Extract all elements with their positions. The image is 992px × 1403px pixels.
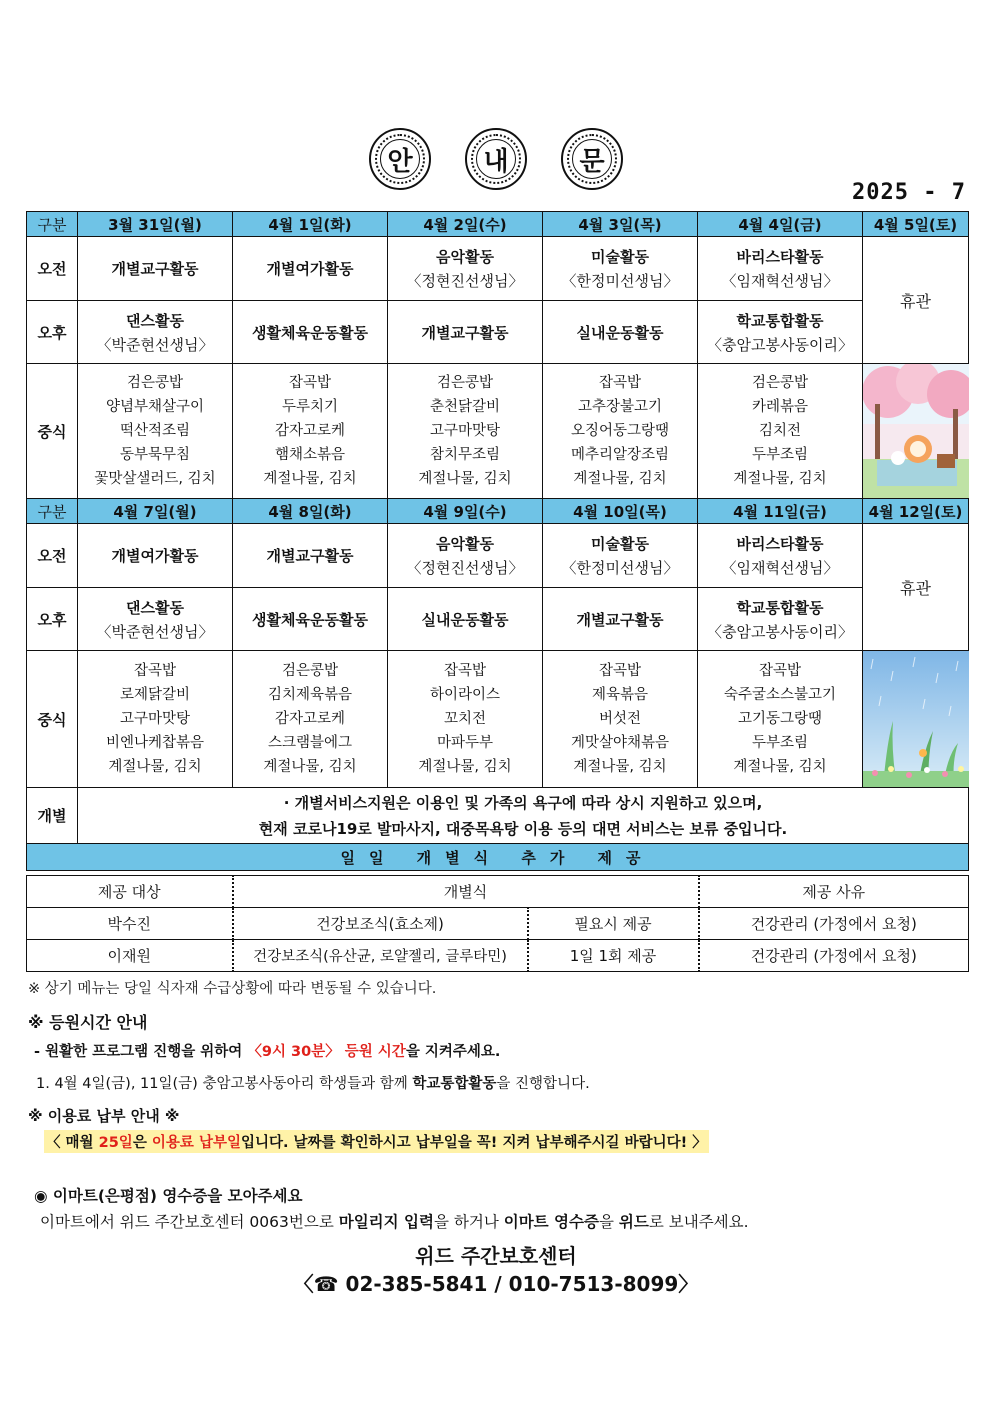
menu-item: 〈정현진선생님〉 [406,272,524,290]
menu-item: 참치무조림 [429,447,501,463]
menu-item: 〈 매월 [46,1135,99,1151]
menu-item: 계절나물, 김치 [573,471,667,487]
menu-item: 위드 [618,1213,649,1231]
spring-picnic-illustration [863,364,969,499]
extra-row [27,940,969,972]
individual-service-note [78,788,969,844]
menu-item: 춘천닭갈비 [429,399,501,415]
activity-cell [233,588,388,651]
menu-item: 학교통합활동 [736,598,824,617]
menu-item: 계절나물, 김치 [263,759,357,775]
lunch-cell [388,364,543,499]
header-cell: 4월 9일(수) [388,499,543,524]
menu-item: 댄스활동 [126,598,184,617]
row-label: 오전 [27,237,78,301]
menu-item: 음악활동 [436,248,494,266]
menu-item: 제육볶음 [591,687,649,703]
activity-cell [233,301,388,364]
row-label: 오전 [27,524,78,588]
menu-item: 고구마맛탕 [429,423,501,439]
extra-header-cell: 개별식 [233,876,699,908]
menu-item: 개별교구활동 [576,610,664,629]
menu-item: 이마트에서 위드 주간보호센터 0063번으로 [40,1213,339,1231]
menu-item: 개별여가활동 [266,260,354,278]
menu-item: 〈한정미선생님〉 [561,272,679,290]
extra-meal-title: 일일 개별식 추가 제공 [27,844,969,871]
menu-item: · 개별서비스지원은 이용인 및 가족의 욕구에 따라 상시 지원하고 있으며, [283,793,763,812]
menu-item: 마파두부 [436,735,494,751]
lunch-cell [233,364,388,499]
extra-frequency: 필요시 제공 [528,908,699,940]
lunch-cell [698,364,863,499]
week1-lunch-row [27,364,969,499]
menu-item: 고추장불고기 [577,399,663,415]
menu-item: 잡곡밥 [288,375,332,391]
rain-flowers-image [863,651,969,787]
menu-item: 동부묵무침 [119,447,191,463]
header-cell: 4월 1일(화) [233,212,388,237]
menu-item: 바리스타활동 [736,535,824,553]
extra-food: 건강보조식(유산균, 로얄젤리, 글루타민) [233,940,528,972]
activity-cell [543,237,698,301]
menu-item: 개별교구활동 [266,547,354,565]
activity-cell [698,588,863,651]
week1-pm-row [27,301,969,364]
activity-cell [233,524,388,588]
header-cell: 4월 11일(금) [698,499,863,524]
header-cell: 4월 10일(목) [543,499,698,524]
row-label: 중식 [27,651,78,788]
rain-garden-illustration [863,651,969,788]
menu-item: 로 보내주세요. [648,1213,749,1231]
menu-item: 게맛살야채볶음 [570,735,670,751]
extra-header-row [27,876,969,908]
menu-item: 고구마맛탕 [119,711,191,727]
menu-item: 미술활동 [591,248,649,266]
activity-cell [78,237,233,301]
title-seals [0,128,992,190]
menu-item: 1. 4월 4일(금), 11일(금) 충암고봉사동아리 학생들과 함께 [36,1076,413,1092]
menu-item: 검은콩밥 [126,375,184,391]
extra-header-cell: 제공 대상 [27,876,233,908]
lunch-cell [388,651,543,788]
menu-item: 개별교구활동 [421,323,509,342]
menu-item: 고기동그랑땡 [737,711,823,727]
menu-item: 계절나물, 김치 [418,471,512,487]
menu-item: 꼬치전 [443,711,487,727]
activity-cell [233,237,388,301]
activity-cell [698,301,863,364]
menu-item: 〈한정미선생님〉 [561,559,679,577]
arrival-title: ※ 등원시간 안내 [28,1013,148,1032]
menu-item: 〈박준현선생님〉 [96,622,214,641]
menu-item: 〈충암고봉사동이리〉 [707,335,853,354]
menu-item: 두루치기 [281,399,339,415]
week1-am-row [27,237,969,301]
row-label: 개별 [27,788,78,844]
activity-cell [388,237,543,301]
menu-item: - 원활한 프로그램 진행을 위하여 [34,1044,248,1060]
menu-item: 로제닭갈비 [119,687,191,703]
menu-item: 잡곡밥 [443,663,487,679]
title-seal-3 [561,128,623,190]
menu-item: 양념부채살구이 [105,399,205,415]
fee-title: ※ 이용료 납부 안내 ※ [28,1107,180,1125]
week2-lunch-row [27,651,969,788]
extra-name: 박수진 [27,908,233,940]
week2-header-row [27,499,969,524]
emart-note [40,1210,749,1232]
menu-item: 실내운동활동 [421,610,509,629]
week1-header-row [27,212,969,237]
menu-item: 댄스활동 [126,311,184,330]
menu-item: 현재 코로나19로 발마사지, 대중목욕탕 이용 등의 대면 서비스는 보류 중입니다. [258,819,788,838]
activity-cell [78,524,233,588]
menu-item: 감자고로케 [274,423,346,439]
center-phone: 〈☎ 02-385-5841 / 010-7513-8099〉 [293,1272,699,1296]
lunch-cell [698,651,863,788]
week2-pm-row [27,588,969,651]
menu-item: 은 [132,1135,152,1151]
menu-item: 두부조림 [751,447,809,463]
extra-title-row [27,844,969,871]
individual-row [27,788,969,844]
menu-item: 햄채소볶음 [274,447,346,463]
row-label: 오후 [27,301,78,364]
menu-item: 실내운동활동 [576,323,664,342]
fee-note [44,1130,709,1153]
menu-item: 스크램블에그 [267,735,353,751]
title-seal-2 [465,128,527,190]
menu-item: 25일 [98,1135,133,1151]
activity-cell [388,524,543,588]
lunch-cell [78,364,233,499]
activity-cell [698,237,863,301]
menu-item: 〈박준현선생님〉 [96,335,214,354]
menu-item: 계절나물, 김치 [263,471,357,487]
row-label: 중식 [27,364,78,499]
extra-meal-table [26,875,969,972]
header-cell: 4월 8일(화) [233,499,388,524]
header-cell: 4월 3일(목) [543,212,698,237]
menu-item: 이용료 납부일 [151,1135,241,1151]
header-cell: 4월 2일(수) [388,212,543,237]
menu-item: 을 [598,1213,619,1231]
menu-item: 개별여가활동 [111,547,199,565]
menu-item: 카레볶음 [751,399,809,415]
menu-item: 입니다. 날짜를 확인하시고 납부일을 꼭! 지켜 납부해주시길 바랍니다! 〉 [240,1135,707,1151]
closed-cell: 휴관 [863,524,969,651]
menu-item: 계절나물, 김치 [108,759,202,775]
menu-item: 숙주굴소스불고기 [723,687,837,703]
menu-item: 메추리알장조림 [570,447,670,463]
menu-item: 학교통합활동 [412,1076,497,1092]
menu-item: 잡곡밥 [598,663,642,679]
menu-item: 떡산적조림 [119,423,191,439]
menu-item: 학교통합활동 [736,311,824,330]
extra-reason: 건강관리 (가정에서 요청) [699,940,969,972]
menu-item: 계절나물, 김치 [733,759,827,775]
header-cell: 구분 [27,212,78,237]
closed-cell: 휴관 [863,237,969,364]
lunch-cell [78,651,233,788]
lunch-cell [543,364,698,499]
menu-item: 문 [579,146,605,177]
year-month: 2025 - 7 [852,180,966,205]
menu-item: 검은콩밥 [436,375,494,391]
menu-item: 〈정현진선생님〉 [406,559,524,577]
menu-item: 마일리지 입력 [338,1213,434,1231]
row-label: 오후 [27,588,78,651]
title-seal-1 [369,128,431,190]
arrival-note [34,1040,500,1061]
header-cell: 4월 12일(토) [863,499,969,524]
menu-item: 잡곡밥 [133,663,177,679]
week2-am-row [27,524,969,588]
extra-reason: 건강관리 (가정에서 요청) [699,908,969,940]
menu-item: 생활체육운동활동 [252,610,368,629]
extra-frequency: 1일 1회 제공 [528,940,699,972]
menu-item: 을 진행합니다. [496,1076,590,1092]
header-cell: 4월 7일(월) [78,499,233,524]
menu-item: 안 [387,146,413,177]
activity-cell [698,524,863,588]
menu-item: 검은콩밥 [281,663,339,679]
menu-item: 미술활동 [591,535,649,553]
menu-item: 계절나물, 김치 [573,759,667,775]
menu-item: 내 [483,146,509,177]
lunch-cell [233,651,388,788]
lunch-cell [543,651,698,788]
extra-header-cell: 제공 사유 [699,876,969,908]
menu-change-note: ※ 상기 메뉴는 당일 식자재 수급상황에 따라 변동될 수 있습니다. [28,981,437,997]
extra-row [27,908,969,940]
emart-title: ◉ 이마트(은평점) 영수증을 모아주세요 [34,1187,303,1205]
menu-item: 을 지켜주세요. [405,1044,501,1060]
menu-item: 을 하거나 [433,1213,504,1231]
activity-cell [388,301,543,364]
menu-item: 〈임재혁선생님〉 [721,272,839,290]
header-cell: 3월 31일(월) [78,212,233,237]
menu-item: 생활체육운동활동 [252,323,368,342]
header-cell: 4월 4일(금) [698,212,863,237]
menu-item: 버섯전 [598,711,642,727]
school-activity-note [36,1072,590,1093]
menu-item: 〈충암고봉사동이리〉 [707,622,853,641]
header-cell: 4월 5일(토) [863,212,969,237]
center-name: 위드 주간보호센터 [415,1244,577,1268]
cherry-blossom-image [863,364,969,498]
activity-cell [78,588,233,651]
header-cell: 구분 [27,499,78,524]
activity-cell [543,301,698,364]
extra-food: 건강보조식(효소제) [233,908,528,940]
menu-item: 검은콩밥 [751,375,809,391]
menu-item: 김치전 [758,423,802,439]
menu-item: 〈임재혁선생님〉 [721,559,839,577]
menu-item: 잡곡밥 [598,375,642,391]
menu-item: 감자고로케 [274,711,346,727]
menu-item: 오징어동그랑땡 [570,423,670,439]
menu-item: 계절나물, 김치 [418,759,512,775]
activity-cell [543,524,698,588]
menu-item: 이마트 영수증 [503,1213,599,1231]
menu-item: 음악활동 [436,535,494,553]
menu-item: 〈9시 30분〉 등원 시간 [247,1044,406,1060]
menu-item: 두부조림 [751,735,809,751]
activity-cell [78,301,233,364]
activity-cell [388,588,543,651]
menu-item: 꽃맛살샐러드, 김치 [94,471,216,487]
menu-item: 비엔나케찹볶음 [105,735,205,751]
menu-item: 바리스타활동 [736,248,824,266]
menu-item: 개별교구활동 [111,260,199,278]
schedule-table [26,211,969,871]
menu-item: 하이라이스 [429,687,501,703]
menu-item: 계절나물, 김치 [733,471,827,487]
activity-cell [543,588,698,651]
extra-name: 이재원 [27,940,233,972]
menu-item: 김치제육볶음 [267,687,353,703]
menu-item: 잡곡밥 [758,663,802,679]
